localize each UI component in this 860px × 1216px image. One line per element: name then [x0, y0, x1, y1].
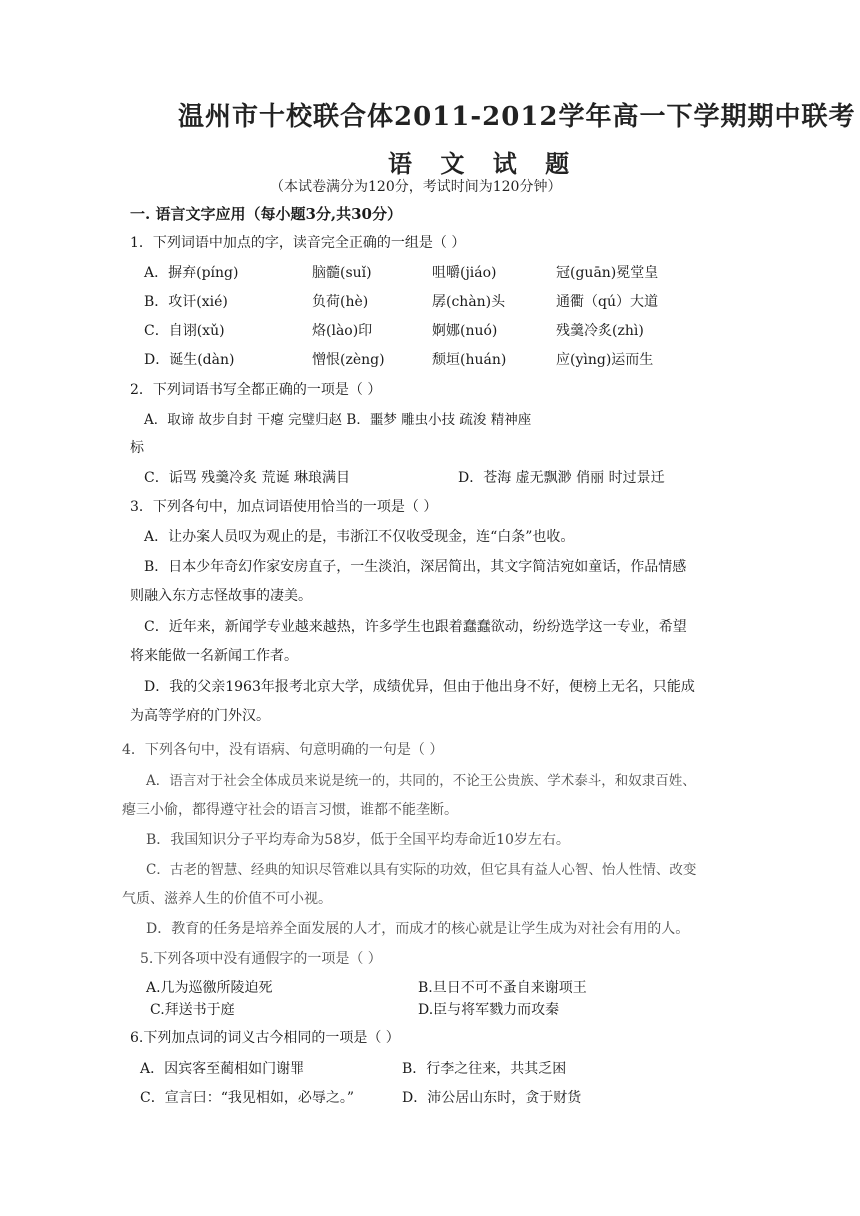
q1-option-d-3: 颓垣(huán) [432, 352, 507, 368]
q1-option-b-1: B．攻讦(xié) [144, 294, 228, 310]
q3-option-b-line1: B．日本少年奇幻作家安房直子，一生淡泊，深居简出，其文字简洁宛如童话，作品情感 [144, 559, 687, 575]
q5-option-b: B.旦日不可不蚤自来谢项王 [418, 980, 587, 996]
q6-option-d: D．沛公居山东时，贪于财货 [402, 1090, 582, 1106]
q2-option-d: D．苍海 虚无飘渺 俏丽 时过景迁 [458, 470, 665, 486]
q1-option-d-4: 应(yìng)运而生 [556, 352, 654, 368]
question-2-stem: 2．下列词语书写全都正确的一项是（ ） [130, 382, 382, 398]
exam-subtitle: 语 文 试 题 [388, 149, 580, 178]
q3-option-c-line2: 将来能做一名新闻工作者。 [130, 648, 298, 664]
q3-option-c-line1: C．近年来，新闻学专业越来越热，许多学生也跟着蠢蠢欲动，纷纷选学这一专业，希望 [144, 619, 687, 635]
q5-option-a: A.几为巡徼所陵迫死 [146, 980, 273, 996]
q1-option-d-2: 憎恨(zèng) [312, 352, 385, 368]
q2-options-ab: A．取谛 故步自封 干瘪 完璧归赵 B．噩梦 雕虫小技 疏浚 精神座 [144, 412, 532, 428]
section-heading: 一. 语言文字应用（每小题3分,共30分） [130, 205, 402, 223]
q2-options-ab-wrap: 标 [130, 440, 144, 456]
q1-option-c-1: C．自诩(xǔ) [144, 323, 225, 339]
q1-option-a-4: 冠(guān)冕堂皇 [556, 265, 659, 281]
q1-option-c-4: 残羹冷炙(zhì) [556, 323, 644, 339]
question-3-stem: 3．下列各句中，加点词语使用恰当的一项是（ ） [130, 499, 438, 515]
q1-option-c-3: 婀娜(nuó) [432, 323, 498, 339]
q6-option-c: C．宣言曰：“我见相如，必辱之。” [140, 1090, 355, 1106]
q1-option-c-2: 烙(lào)印 [312, 323, 373, 339]
question-5-stem: 5.下列各项中没有通假字的一项是（ ） [140, 951, 382, 967]
exam-note: （本试卷满分为120分，考试时间为120分钟） [270, 179, 562, 195]
q1-option-a-3: 咀嚼(jiáo) [432, 265, 497, 281]
q3-option-d-line2: 为高等学府的门外汉。 [130, 708, 270, 724]
q4-option-a-line2: 瘪三小偷，都得遵守社会的语言习惯，谁都不能垄断。 [122, 802, 458, 818]
q4-option-d: D．教育的任务是培养全面发展的人才，而成才的核心就是让学生成为对社会有用的人。 [146, 921, 690, 937]
q5-option-c: C.拜送书于庭 [150, 1002, 235, 1018]
q1-option-d-1: D．诞生(dàn) [144, 352, 235, 368]
q5-option-d: D.臣与将军戮力而攻秦 [418, 1002, 560, 1018]
q3-option-d-line1: D．我的父亲1963年报考北京大学，成绩优异，但由于他出身不好，便榜上无名，只能成 [144, 679, 695, 695]
q4-option-b: B．我国知识分子平均寿命为58岁，低于全国平均寿命近10岁左右。 [146, 832, 570, 848]
q2-option-c: C．诟骂 残羹冷炙 荒诞 琳琅满目 [144, 470, 351, 486]
q3-option-b-line2: 则融入东方志怪故事的凄美。 [130, 588, 312, 604]
q3-option-a: A．让办案人员叹为观止的是，韦浙江不仅收受现金，连“白条”也收。 [144, 529, 575, 545]
q1-option-a-1: A．摒弃(píng) [144, 265, 239, 281]
q4-option-c-line1: C．古老的智慧、经典的知识尽管难以具有实际的功效，但它具有益人心智、怡人性情、改变 [146, 862, 697, 878]
exam-title: 温州市十校联合体2011-2012学年高一下学期期中联考 [178, 102, 856, 132]
q6-option-b: B．行李之往来，共其乏困 [402, 1061, 567, 1077]
q1-option-b-2: 负荷(hè) [312, 294, 369, 310]
q1-option-b-3: 孱(chàn)头 [432, 294, 506, 310]
q6-option-a: A．因宾客至蔺相如门谢罪 [140, 1061, 305, 1077]
q4-option-a-line1: A．语言对于社会全体成员来说是统一的，共同的，不论王公贵族、学术泰斗，和奴隶百姓、 [146, 773, 696, 789]
question-4-stem: 4．下列各句中，没有语病、句意明确的一句是（ ） [122, 742, 444, 758]
q4-option-c-line2: 气质、滋养人生的价值不可小视。 [122, 891, 332, 907]
question-6-stem: 6.下列加点词的词义古今相同的一项是（ ） [130, 1030, 400, 1046]
q1-option-a-2: 脑髓(suǐ) [312, 265, 372, 281]
q1-option-b-4: 通衢（qú）大道 [556, 294, 658, 310]
question-1-stem: 1．下列词语中加点的字，读音完全正确的一组是（ ） [130, 235, 466, 251]
